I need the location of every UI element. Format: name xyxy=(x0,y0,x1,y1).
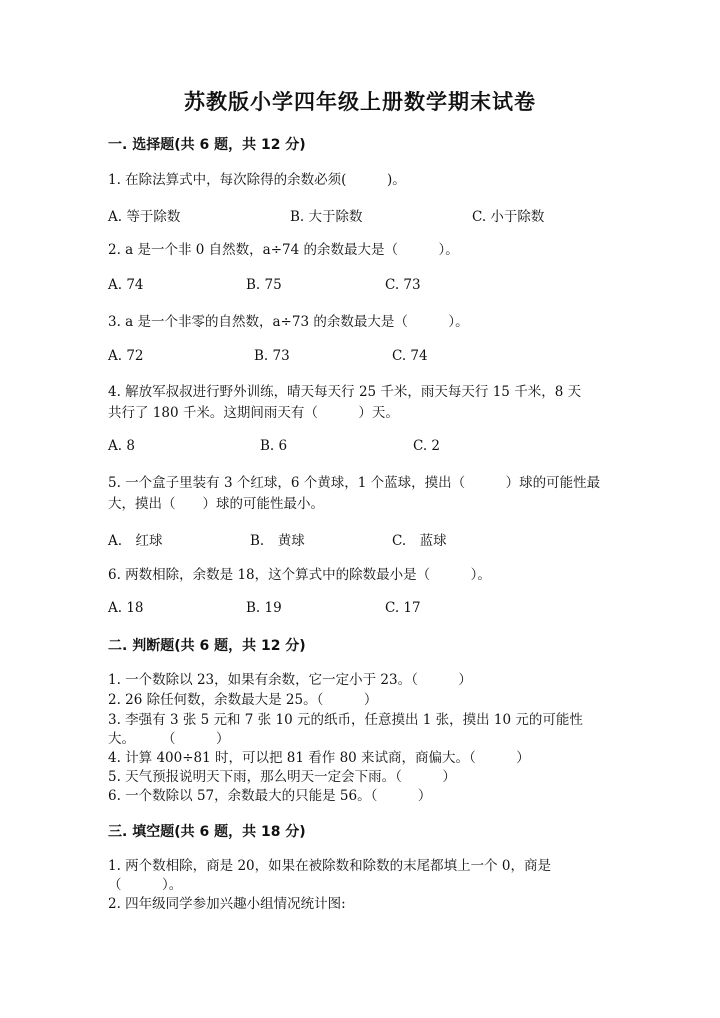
q5-option-a: A. 红球 xyxy=(108,533,163,549)
judge-item-3-line2: 大。 （ ） xyxy=(108,731,230,747)
section1-heading: 一. 选择题(共 6 题，共 12 分) xyxy=(108,137,306,153)
q4-option-c: C. 2 xyxy=(413,438,441,454)
fill-item-1-line2: （ ）。 xyxy=(108,877,183,893)
section2-heading: 二. 判断题(共 6 题，共 12 分) xyxy=(108,638,306,654)
question-5-line2: 大，摸出（ ）球的可能性最小。 xyxy=(108,496,324,512)
q1-option-b: B. 大于除数 xyxy=(290,209,363,225)
judge-item-5: 5. 天气预报说明天下雨，那么明天一定会下雨。（ ） xyxy=(108,769,456,785)
question-4-line2: 共行了 180 千米。这期间雨天有（ ）天。 xyxy=(108,405,399,421)
judge-item-1: 1. 一个数除以 23，如果有余数，它一定小于 23。（ ） xyxy=(108,672,472,688)
q6-option-b: B. 19 xyxy=(246,600,282,616)
q2-option-a: A. 74 xyxy=(108,277,144,293)
q5-option-c: C. 蓝球 xyxy=(392,533,447,549)
judge-item-2: 2. 26 除任何数，余数最大是 25。（ ） xyxy=(108,692,378,708)
q1-option-a: A. 等于除数 xyxy=(108,209,181,225)
q2-option-b: B. 75 xyxy=(246,277,282,293)
q2-option-c: C. 73 xyxy=(385,277,421,293)
judge-item-3-line1: 3. 李强有 3 张 5 元和 7 张 10 元的纸币，任意摸出 1 张，摸出 10 元的可能性 xyxy=(108,712,583,728)
question-1: 1. 在除法算式中，每次除得的余数必须( )。 xyxy=(108,172,406,188)
q4-option-a: A. 8 xyxy=(108,438,135,454)
section3-heading: 三. 填空题(共 6 题，共 18 分) xyxy=(108,824,306,840)
q5-option-b: B. 黄球 xyxy=(250,533,305,549)
question-2: 2. a 是一个非 0 自然数，a÷74 的余数最大是（ ）。 xyxy=(108,242,459,258)
question-5-line1: 5. 一个盒子里装有 3 个红球，6 个黄球，1 个蓝球，摸出（ ）球的可能性最 xyxy=(108,475,601,491)
question-3: 3. a 是一个非零的自然数，a÷73 的余数最大是（ ）。 xyxy=(108,314,469,330)
q1-option-c: C. 小于除数 xyxy=(472,209,545,225)
question-4-line1: 4. 解放军叔叔进行野外训练，晴天每天行 25 千米，雨天每天行 15 千米，8 天 xyxy=(108,384,582,400)
q3-option-b: B. 73 xyxy=(254,348,290,364)
judge-item-6: 6. 一个数除以 57，余数最大的只能是 56。（ ） xyxy=(108,788,432,804)
q3-option-c: C. 74 xyxy=(392,348,428,364)
exam-title: 苏教版小学四年级上册数学期末试卷 xyxy=(184,89,536,114)
fill-item-1-line1: 1. 两个数相除，商是 20，如果在被除数和除数的末尾都填上一个 0，商是 xyxy=(108,858,552,874)
fill-item-2: 2. 四年级同学参加兴趣小组情况统计图: xyxy=(108,896,346,912)
q4-option-b: B. 6 xyxy=(260,438,288,454)
q3-option-a: A. 72 xyxy=(108,348,144,364)
q6-option-a: A. 18 xyxy=(108,600,144,616)
judge-item-4: 4. 计算 400÷81 时，可以把 81 看作 80 来试商，商偏大。（ ） xyxy=(108,750,530,766)
q6-option-c: C. 17 xyxy=(385,600,421,616)
question-6: 6. 两数相除，余数是 18，这个算式中的除数最小是（ ）。 xyxy=(108,567,491,583)
